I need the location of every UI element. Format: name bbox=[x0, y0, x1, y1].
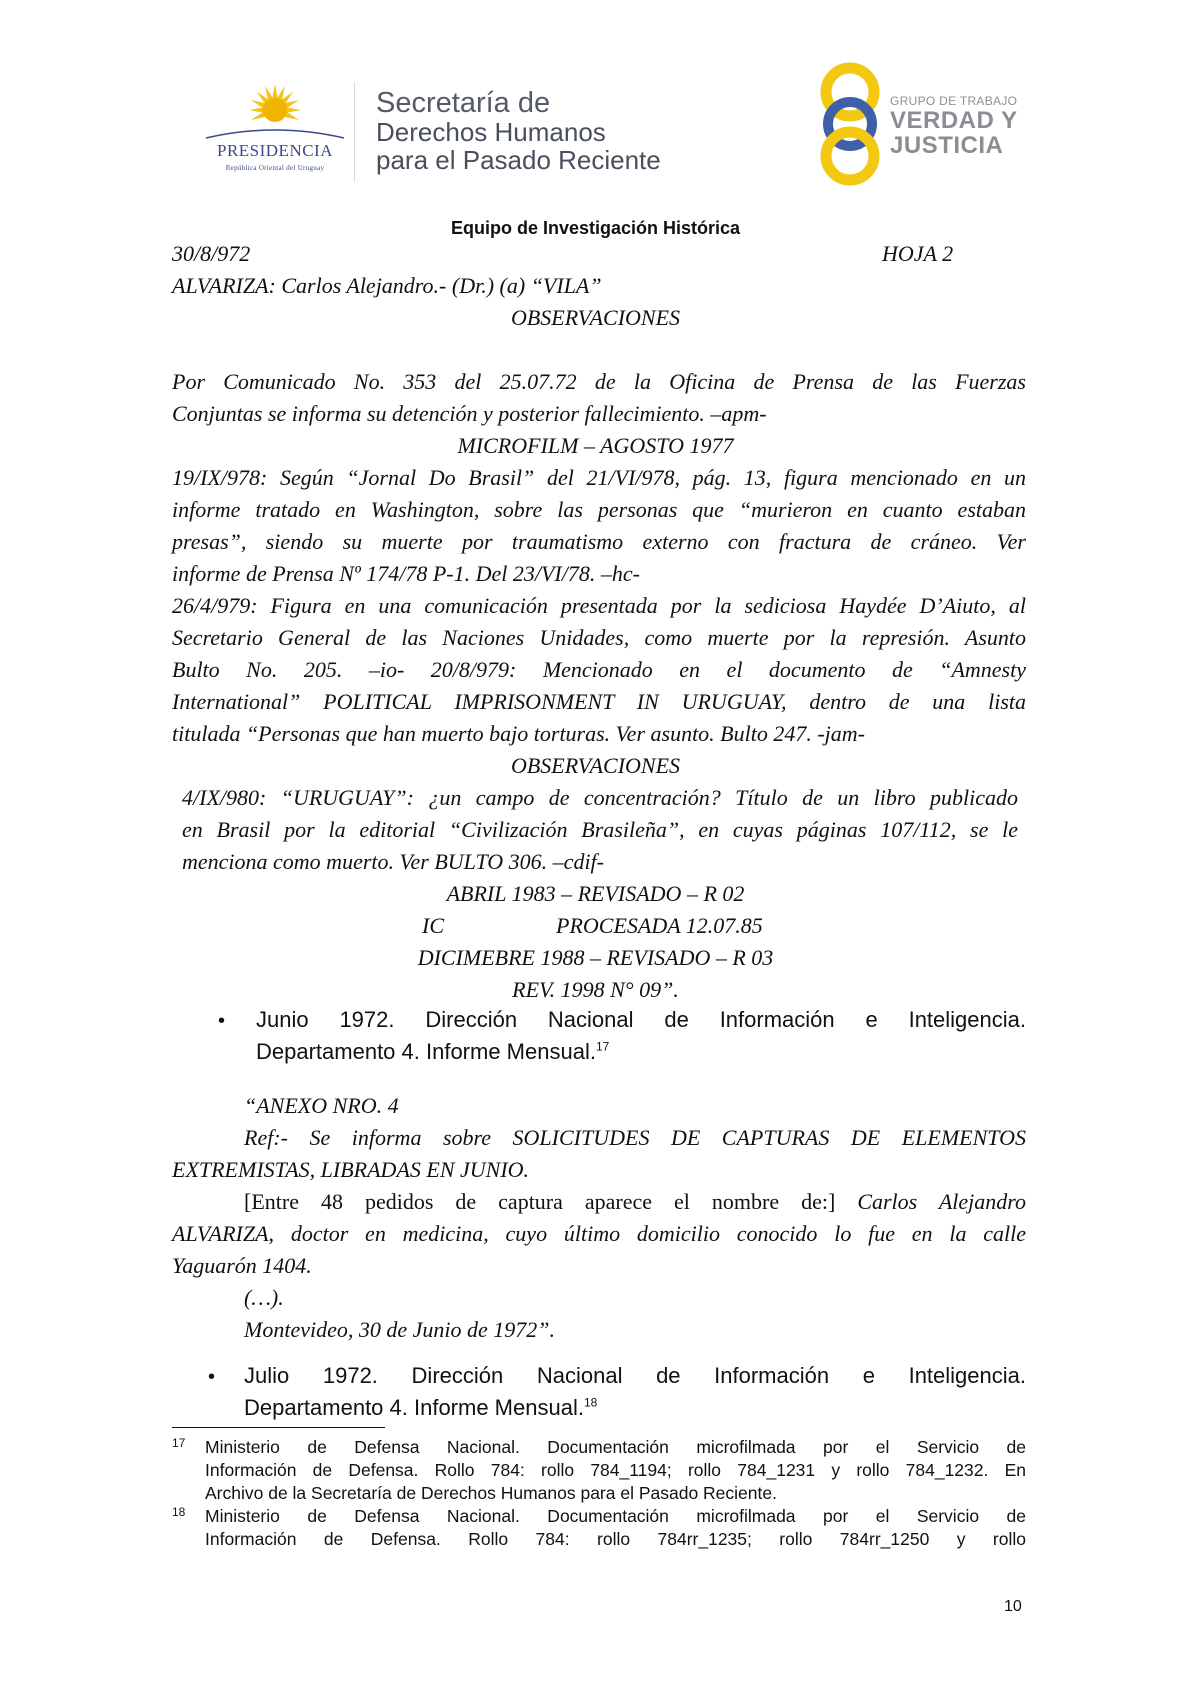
doc-date: 30/8/972 bbox=[172, 241, 251, 266]
paragraph-line: presas”, siendo su muerte por traumatismo externo con fractura de cráneo. Ver bbox=[172, 529, 1026, 554]
microfilm-heading: MICROFILM – AGOSTO 1977 bbox=[457, 433, 734, 458]
bullet-item-line: Junio 1972. Dirección Nacional de Información e Inteligencia. bbox=[256, 1007, 1026, 1032]
equipo-heading: Equipo de Investigación Histórica bbox=[450, 218, 741, 238]
paragraph-line: Ref:- Se informa sobre SOLICITUDES DE CAPTURAS DE ELEMENTOS bbox=[244, 1125, 1026, 1150]
footnote-number: 17 bbox=[172, 1436, 186, 1450]
bullet-item-text: Departamento 4. Informe Mensual. bbox=[244, 1395, 584, 1420]
paragraph-line: Yaguarón 1404. bbox=[172, 1253, 312, 1278]
footnote-line: Ministerio de Defensa Nacional. Documentación microfilmada por el Servicio de bbox=[205, 1437, 1026, 1457]
montevideo-line: Montevideo, 30 de Junio de 1972”. bbox=[244, 1317, 555, 1342]
footnote-ref: 17 bbox=[595, 1039, 610, 1054]
bullet-item-line bbox=[244, 1392, 597, 1424]
footnote-number: 18 bbox=[172, 1505, 186, 1519]
revision-line-3: REV. 1998 N° 09”. bbox=[512, 977, 679, 1002]
paragraph-line: informe tratado en Washington, sobre las personas que “murieron en cuanto estaban bbox=[172, 497, 1026, 522]
paragraph-line: Por Comunicado No. 353 del 25.07.72 de la Oficina de Prensa de las Fuerzas bbox=[172, 369, 1026, 394]
anexo-heading: “ANEXO NRO. 4 bbox=[244, 1093, 399, 1118]
bullet-icon: • bbox=[218, 1010, 226, 1032]
footnote-separator bbox=[172, 1427, 385, 1428]
revision-line-1: ABRIL 1983 – REVISADO – R 02 bbox=[446, 881, 745, 906]
observaciones-heading-2: OBSERVACIONES bbox=[510, 753, 681, 778]
paragraph-line: ALVARIZA, doctor en medicina, cuyo último domicilio conocido lo fue en la calle bbox=[172, 1221, 1026, 1246]
footnote-line: Archivo de la Secretaría de Derechos Humanos para el Pasado Reciente. bbox=[205, 1483, 777, 1503]
paragraph-line: Secretario General de las Naciones Unidades, como muerte por la represión. Asunto bbox=[172, 625, 1026, 650]
paragraph-line: menciona como muerto. Ver BULTO 306. –cdif- bbox=[182, 849, 604, 874]
footnote-ref: 18 bbox=[583, 1395, 598, 1410]
page-number: 10 bbox=[1004, 1598, 1022, 1615]
paragraph-line: International” POLITICAL IMPRISONMENT IN URUGUAY, dentro de una lista bbox=[172, 689, 1026, 714]
bullet-icon: • bbox=[208, 1366, 216, 1388]
secretaria-line3: para el Pasado Reciente bbox=[376, 145, 661, 175]
bullet-item-line bbox=[256, 1036, 609, 1068]
doc-name-line: ALVARIZA: Carlos Alejandro.- (Dr.) (a) “VILA” bbox=[172, 273, 602, 298]
paragraph-line: Bulto No. 205. –io- 20/8/979: Mencionado en el documento de “Amnesty bbox=[172, 657, 1026, 682]
grupo-line3: JUSTICIA bbox=[890, 132, 1004, 159]
paragraph-line: Conjuntas se informa su detención y posterior fallecimiento. –apm- bbox=[172, 401, 767, 426]
paragraph-line: 4/IX/980: “URUGUAY”: ¿un campo de concentración? Título de un libro publicado bbox=[182, 785, 1018, 810]
paragraph-line bbox=[244, 1186, 1026, 1218]
entre-text: [Entre 48 pedidos de captura aparece el nombre de:] bbox=[244, 1189, 836, 1214]
bullet-item-line: Julio 1972. Dirección Nacional de Información e Inteligencia. bbox=[244, 1363, 1026, 1388]
procesada-label: PROCESADA 12.07.85 bbox=[556, 913, 763, 938]
footnote-line: Información de Defensa. Rollo 784: rollo 784rr_1235; rollo 784rr_1250 y rollo bbox=[205, 1529, 1026, 1549]
entre-name: Carlos Alejandro bbox=[857, 1189, 1026, 1214]
paragraph-line: EXTREMISTAS, LIBRADAS EN JUNIO. bbox=[172, 1157, 530, 1182]
doc-hoja: HOJA 2 bbox=[882, 241, 954, 266]
presidencia-label: PRESIDENCIA bbox=[216, 141, 333, 160]
secretaria-line1: Secretaría de bbox=[376, 87, 551, 119]
paragraph-line: en Brasil por la editorial “Civilización Brasileña”, en cuyas páginas 107/112, se le bbox=[182, 817, 1018, 842]
footnote-line: Información de Defensa. Rollo 784: rollo 784_1194; rollo 784_1231 y rollo 784_1232. En bbox=[205, 1460, 1026, 1480]
secretaria-logo-text bbox=[376, 88, 661, 174]
footnote-line: Ministerio de Defensa Nacional. Documentación microfilmada por el Servicio de bbox=[205, 1506, 1026, 1526]
header-divider bbox=[354, 82, 355, 182]
grupo-trabajo-rings-icon bbox=[812, 62, 888, 186]
paragraph-line: informe de Prensa Nº 174/78 P-1. Del 23/VI/78. –hc- bbox=[172, 561, 640, 586]
presidencia-sub-label: República Oriental del Uruguay bbox=[225, 164, 325, 172]
grupo-line1: GRUPO DE TRABAJO bbox=[890, 94, 1018, 108]
ellipsis-line: (…). bbox=[244, 1285, 284, 1310]
ic-label: IC bbox=[422, 913, 444, 938]
grupo-line2: VERDAD Y bbox=[890, 107, 1018, 134]
bullet-item-text: Departamento 4. Informe Mensual. bbox=[256, 1039, 596, 1064]
paragraph-line: 26/4/979: Figura en una comunicación presentada por la sediciosa Haydée D’Aiuto, al bbox=[172, 593, 1026, 618]
paragraph-line: titulada “Personas que han muerto bajo torturas. Ver asunto. Bulto 247. -jam- bbox=[172, 721, 865, 746]
grupo-trabajo-logo-text bbox=[890, 94, 1018, 158]
secretaria-line2: Derechos Humanos bbox=[376, 117, 606, 147]
observaciones-heading-1: OBSERVACIONES bbox=[510, 305, 681, 330]
paragraph-line: 19/IX/978: Según “Jornal Do Brasil” del 21/VI/978, pág. 13, figura mencionado en un bbox=[172, 465, 1026, 490]
revision-line-2: DICIMEBRE 1988 – REVISADO – R 03 bbox=[417, 945, 774, 970]
